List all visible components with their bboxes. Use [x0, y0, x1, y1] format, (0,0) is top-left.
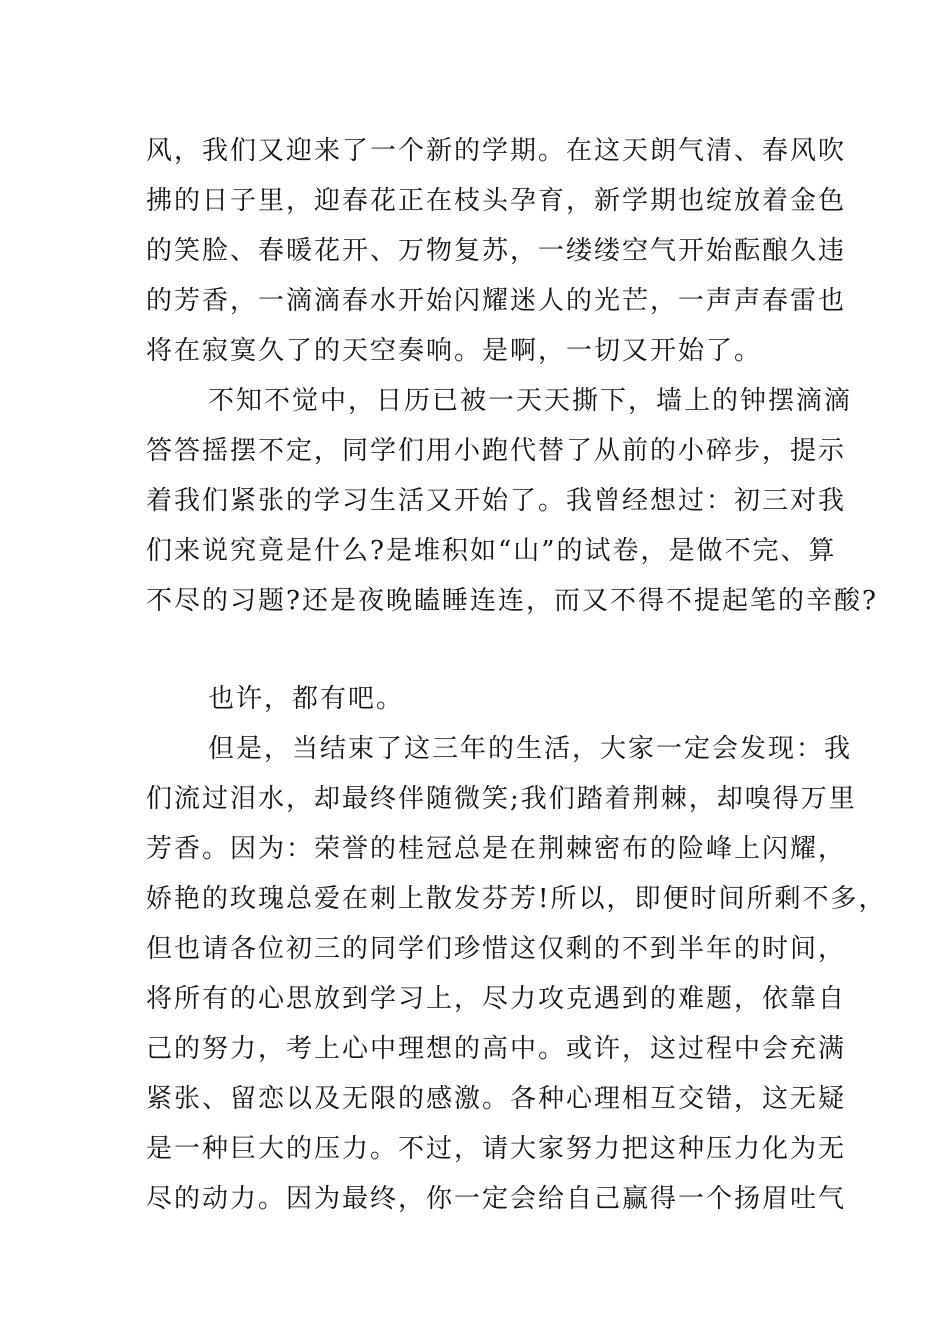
paragraph-start-line: 但是，当结束了这三年的生活，大家一定会发现：我	[208, 734, 853, 764]
text-line: 娇艳的玫瑰总爱在刺上散发芬芳!所以，即便时间所剩不多，	[146, 884, 887, 914]
paragraph-start-line: 不知不觉中，日历已被一天天撕下，墙上的钟摆滴滴	[208, 386, 853, 416]
text-line: 但也请各位初三的同学们珍惜这仅剩的不到半年的时间，	[146, 934, 847, 964]
text-line: 己的努力，考上心中理想的高中。或许，这过程中会充满	[146, 1034, 847, 1064]
text-line: 拂的日子里，迎春花正在枝头孕育，新学期也绽放着金色	[146, 186, 847, 216]
text-line: 们来说究竟是什么?是堆积如“山”的试卷，是做不完、算	[146, 536, 837, 566]
text-line: 将所有的心思放到学习上，尽力攻克遇到的难题，依靠自	[146, 984, 847, 1014]
text-line: 风，我们又迎来了一个新的学期。在这天朗气清、春风吹	[146, 136, 847, 166]
text-line: 们流过泪水，却最终伴随微笑;我们踏着荆棘，却嗅得万里	[146, 784, 857, 814]
text-line: 是一种巨大的压力。不过，请大家努力把这种压力化为无	[146, 1134, 847, 1164]
paragraph-start-line: 也许，都有吧。	[208, 684, 405, 714]
text-line: 紧张、留恋以及无限的感激。各种心理相互交错，这无疑	[146, 1084, 847, 1114]
text-line: 答答摇摆不定，同学们用小跑代替了从前的小碎步，提示	[146, 436, 847, 466]
text-line: 的笑脸、春暖花开、万物复苏，一缕缕空气开始酝酿久违	[146, 236, 847, 266]
text-line: 着我们紧张的学习生活又开始了。我曾经想过：初三对我	[146, 486, 847, 516]
text-line: 将在寂寞久了的天空奏响。是啊，一切又开始了。	[146, 336, 763, 366]
text-line: 芳香。因为：荣誉的桂冠总是在荆棘密布的险峰上闪耀，	[146, 834, 847, 864]
text-line: 尽的动力。因为最终，你一定会给自己赢得一个扬眉吐气	[146, 1184, 847, 1214]
text-line: 不尽的习题?还是夜晚瞌睡连连，而又不得不提起笔的辛酸?	[146, 586, 878, 616]
text-line: 的芳香，一滴滴春水开始闪耀迷人的光芒，一声声春雷也	[146, 286, 847, 316]
